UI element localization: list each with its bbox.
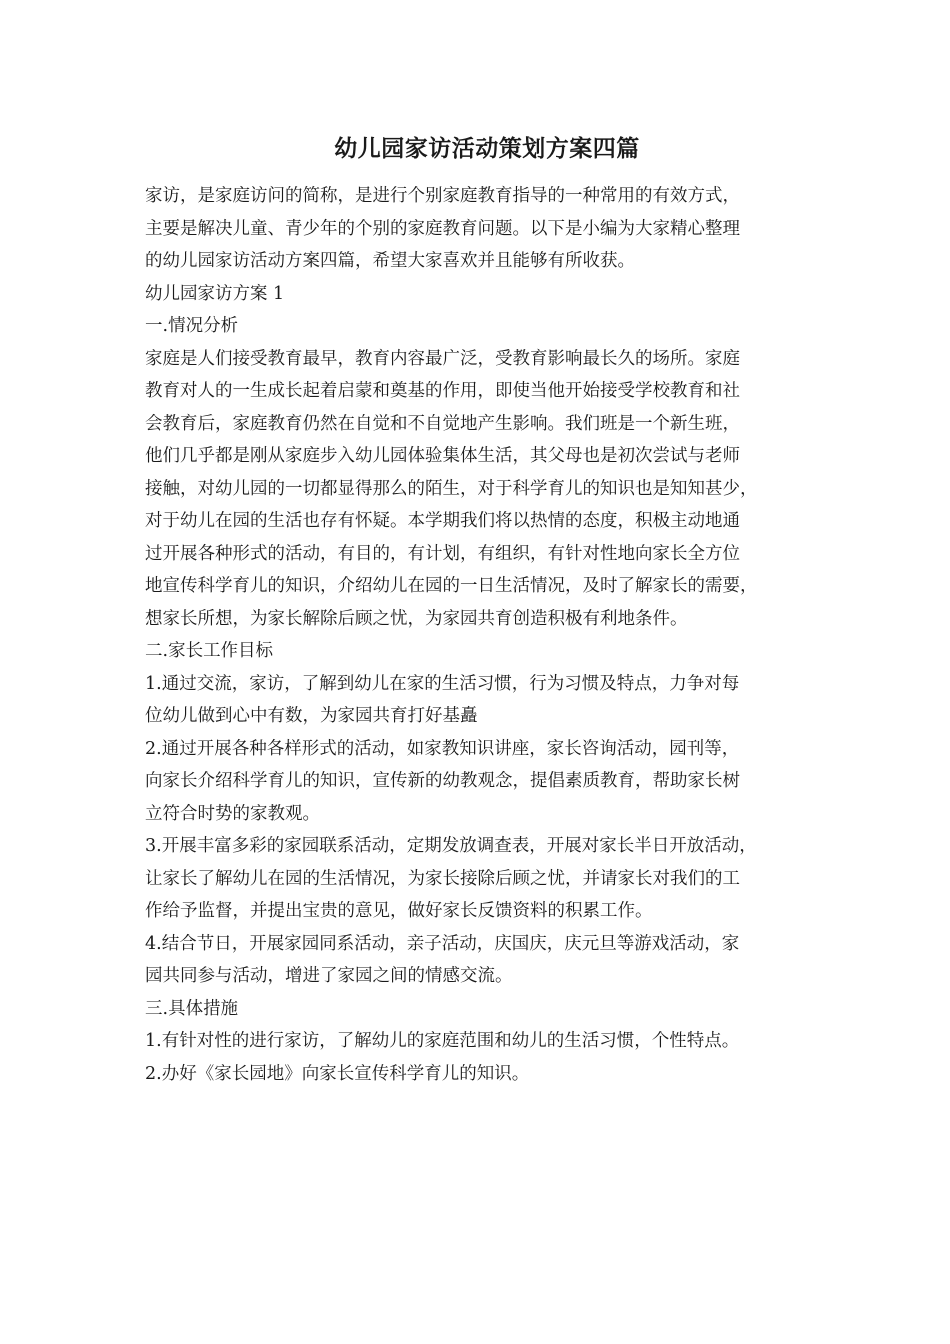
text-line: 3.开展丰富多彩的家园联系活动，定期发放调查表，开展对家长半日开放活动，	[145, 836, 757, 856]
text-line: 的幼儿园家访活动方案四篇，希望大家喜欢并且能够有所收获。	[145, 251, 635, 271]
text-line: 他们几乎都是刚从家庭步入幼儿园体验集体生活，其父母也是初次尝试与老师	[145, 446, 740, 466]
document-page	[145, 128, 825, 1090]
text-line: 教育对人的一生成长起着启蒙和奠基的作用，即使当他开始接受学校教育和社	[145, 381, 740, 401]
text-line: 让家长了解幼儿在园的生活情况，为家长接除后顾之忧，并请家长对我们的工	[145, 868, 740, 889]
text-line: 1.有针对性的进行家访，了解幼儿的家庭范围和幼儿的生活习惯，个性特点。	[145, 1031, 740, 1051]
text-line: 4.结合节日，开展家园同系活动，亲子活动，庆国庆，庆元旦等游戏活动，家	[145, 933, 740, 954]
text-line: 立符合时势的家教观。	[145, 803, 320, 824]
text-line: 2.通过开展各种各样形式的活动，如家教知识讲座，家长咨询活动，园刊等，	[145, 738, 740, 759]
text-line: 1.通过交流，家访，了解到幼儿在家的生活习惯，行为习惯及特点，力争对每	[145, 673, 740, 694]
section-heading: 二.家长工作目标	[145, 641, 274, 661]
text-line: 主要是解决儿童、青少年的个别的家庭教育问题。以下是小编为大家精心整理	[145, 218, 740, 239]
text-line: 对于幼儿在园的生活也存有怀疑。本学期我们将以热情的态度，积极主动地通	[145, 511, 740, 531]
text-line: 会教育后，家庭教育仍然在自觉和不自觉地产生影响。我们班是一个新生班，	[145, 413, 740, 434]
text-line: 接触，对幼儿园的一切都显得那么的陌生，对于科学育儿的知识也是知知甚少，	[145, 478, 758, 499]
text-line: 想家长所想，为家长解除后顾之忧，为家园共育创造积极有利地条件。	[145, 608, 688, 629]
text-line: 作给予监督，并提出宝贵的意见，做好家长反馈资料的积累工作。	[145, 901, 653, 921]
section-heading: 一.情况分析	[145, 316, 239, 336]
text-line: 过开展各种形式的活动，有目的，有计划，有组织，有针对性地向家长全方位	[145, 543, 740, 564]
text-line: 向家长介绍科学育儿的知识，宣传新的幼教观念，提倡素质教育，帮助家长树	[145, 771, 740, 791]
text-line: 园共同参与活动，增进了家园之间的情感交流。	[145, 966, 513, 986]
text-line: 地宣传科学育儿的知识，介绍幼儿在园的一日生活情况，及时了解家长的需要，	[145, 576, 758, 596]
document-title: 幼儿园家访活动策划方案四篇	[334, 135, 640, 162]
section-heading: 三.具体措施	[145, 998, 239, 1019]
text-line: 家庭是人们接受教育最早，教育内容最广泛，受教育影响最长久的场所。家庭	[145, 348, 740, 369]
section-heading: 幼儿园家访方案 1	[145, 283, 285, 304]
text-line: 2.办好《家长园地》向家长宣传科学育儿的知识。	[145, 1063, 530, 1084]
document-body	[145, 180, 825, 1090]
text-line: 位幼儿做到心中有数，为家园共育打好基矗	[145, 706, 478, 726]
text-line: 家访，是家庭访问的简称，是进行个别家庭教育指导的一种常用的有效方式，	[145, 186, 740, 206]
